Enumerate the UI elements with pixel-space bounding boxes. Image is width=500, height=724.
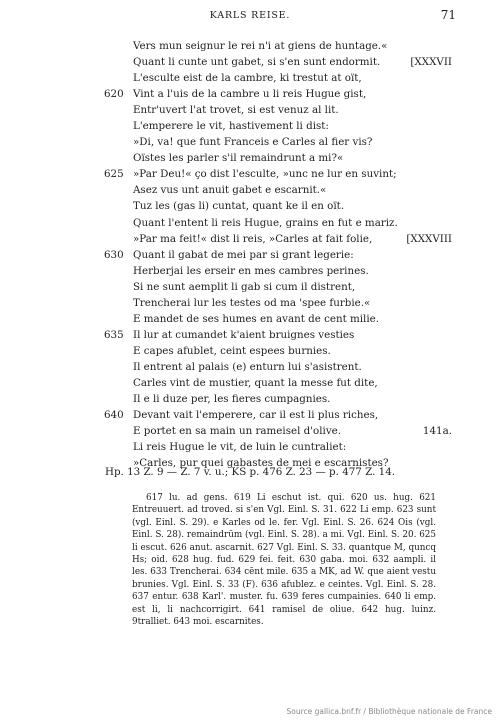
verse-line — [0, 38, 500, 54]
verse-line — [0, 359, 500, 375]
verse-line — [0, 118, 500, 134]
verse-number: 640 — [104, 409, 124, 422]
verse-line — [0, 391, 500, 407]
page-header — [0, 10, 500, 26]
running-title: KARLS REISE. — [209, 10, 291, 21]
verse-line — [0, 102, 500, 118]
verse-line — [0, 54, 500, 70]
verse-number: 620 — [104, 88, 124, 101]
verse-number: 625 — [104, 168, 124, 181]
verse-text: Il lur at cumandet k'aient bruignes vesties — [133, 328, 355, 341]
verse-text: Trencherai lur les testes od ma 'spee furbie.« — [133, 296, 371, 309]
verse-text: »Di, va! que funt Franceis e Carles al fier vis? — [133, 136, 373, 149]
verse-text: Si ne sunt aemplit li gab si cum il distrent, — [133, 280, 356, 293]
page-number: 71 — [440, 8, 456, 22]
verse-text: Devant vait l'emperere, car il est li plus riches, — [133, 409, 379, 422]
verse-number: 630 — [104, 248, 124, 261]
verse-number: 635 — [104, 328, 124, 341]
verse-text: Herberjai les erseir en mes cambres perines. — [133, 264, 369, 277]
verse-line — [0, 166, 500, 182]
verse-line — [0, 182, 500, 198]
verse-line — [0, 279, 500, 295]
verse-text: E mandet de ses humes en avant de cent milie. — [133, 312, 379, 325]
verse-text: »Par Deu!« ço dist l'esculte, »unc ne lur en suvint; — [133, 168, 397, 181]
verse-line — [0, 263, 500, 279]
verse-line — [0, 295, 500, 311]
verse-text: Quant il gabat de mei par si grant legerie: — [133, 248, 354, 261]
verse-line — [0, 375, 500, 391]
source-footer: Source gallica.bnf.fr / Bibliothèque nationale de France — [286, 707, 492, 716]
verse-line — [0, 134, 500, 150]
verse-text: Oïstes les parler s'il remaindrunt a mi?« — [133, 152, 344, 165]
verse-line — [0, 247, 500, 263]
verse-text: Entr'uvert l'at trovet, si est venuz al lit. — [133, 104, 339, 117]
margin-mark: 141a. — [422, 425, 452, 438]
verse-text: Carles vint de mustier, quant la messe fut dite, — [133, 376, 378, 389]
witness-line: Hp. 13 Z. 9 — Z. 7 v. u.; KS p. 476 Z. 23 — p. 477 Z. 14. — [104, 466, 396, 478]
verse-text: Vers mun seignur le rei n'i at giens de huntage.« — [133, 40, 388, 52]
verse-text: Asez vus unt anuit gabet e escarnit.« — [133, 184, 327, 197]
verse-text: Il entrent al palais (e) enturn lui s'asistrent. — [133, 360, 362, 373]
verse-line — [0, 231, 500, 247]
verse-text: »Carles, pur quei gabastes de mei e escarnistes? — [133, 457, 389, 470]
verse-line — [0, 215, 500, 231]
verse-line — [0, 439, 500, 455]
verse-text: Vint a l'uis de la cambre u li reis Hugue gist, — [133, 88, 367, 101]
verse-line — [0, 423, 500, 439]
verse-block — [0, 38, 500, 471]
verse-line — [0, 150, 500, 166]
verse-text: Li reis Hugue le vit, de luin le cuntraliet: — [133, 441, 347, 454]
verse-line — [0, 343, 500, 359]
verse-line — [0, 70, 500, 86]
verse-line — [0, 311, 500, 327]
verse-line — [0, 198, 500, 214]
critical-apparatus — [132, 492, 436, 628]
verse-text: Quant li cunte unt gabet, si s'en sunt endormit. — [133, 56, 381, 69]
verse-text: L'emperere le vit, hastivement li dist: — [133, 120, 329, 133]
verse-text: Tuz les (gas li) cuntat, quant ke il en oït. — [133, 200, 345, 213]
margin-mark: [XXXVIII — [406, 232, 452, 245]
verse-text: Il e li duze per, les fieres cumpagnies. — [133, 393, 331, 406]
verse-text: Quant l'entent li reis Hugue, grains en fut e mariz. — [133, 216, 398, 229]
apparatus-text: 617 lu. ad gens. 619 Li eschut ist. qui. 620 us. hug. 621 Entreuuert. ad troved. si s'en Vgl. Einl. S. 31. 622 Li emp. 623 sunt (vgl. Einl. S. 29). e Karles od le. fer. Vgl. Einl. S. 26. 624 Ois (vgl. Einl. S. 28). remaindrūm (vgl. Einl. S. 28). a mi. Vgl. Einl. S. 20. 625 li escut. 626 anut. ascarnit. 627 Vgl. Einl. S. 33. quantque M, quncq Hs; oid. 628 hug. fud. 629 fei. feit. 630 gaba. moi. 632 aampli. il les. 633 Trencherai. 634 cēnt mile. 635 a MK, ad W. que aient vestu brunies. Vgl. Einl. S. 33 (F). 636 afublez. e ceintes. Vgl. Einl. S. 28. 637 entur. 638 Karl'. muster. fu. 639 feres cumpainies. 640 li emp. est li, li nachcorrigirt. 641 ramisel de oliue. 642 hug. luinz. 9tralliet. 643 moi. escarnites. — [132, 493, 436, 628]
verse-text: »Par ma feit!« dist li reis, »Carles at fait folie, — [133, 232, 373, 245]
verse-text: E capes afublet, ceint espees burnies. — [133, 344, 331, 357]
verse-text: E portet en sa main un rameisel d'olive. — [133, 425, 342, 438]
verse-line — [0, 327, 500, 343]
verse-line — [0, 86, 500, 102]
verse-text: L'esculte eist de la cambre, ki trestut at oït, — [133, 72, 362, 85]
verse-line — [0, 407, 500, 423]
margin-mark: [XXXVII — [410, 56, 452, 69]
